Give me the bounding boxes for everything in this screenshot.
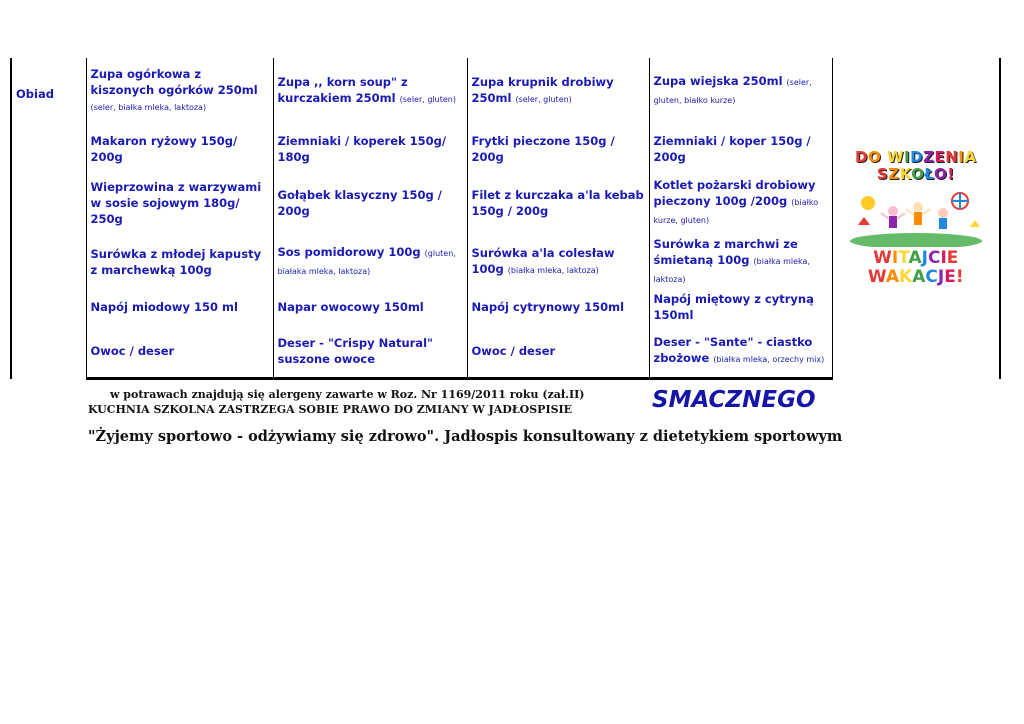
menu-item-cell (467, 325, 649, 379)
dish-name: Zupa ,, korn soup" z kurczakiem 250ml (277, 75, 408, 106)
allergen-info: (gluten, białaka mleka, laktoza) (277, 248, 456, 276)
dish-name: Gołąbek klasyczny 150g / 200g (277, 188, 442, 219)
menu-item-cell (273, 290, 467, 325)
allergen-info: (białka mleka, laktoza) (507, 265, 599, 275)
menu-item-cell (86, 125, 273, 172)
dish-name: Ziemniaki / koperek 150g/ 180g (277, 133, 447, 164)
menu-item-cell (467, 290, 649, 325)
dish-name: Napój miodowy 150 ml (90, 300, 238, 315)
menu-item-cell (273, 325, 467, 379)
dish-name: Owoc / deser (90, 343, 175, 358)
dish-name: Surówka z marchwi ze śmietaną 100g (653, 236, 798, 267)
menu-item-cell (649, 172, 832, 234)
menu-item-cell (273, 58, 467, 125)
holiday-badge (846, 149, 986, 287)
meal-label: Obiad (11, 58, 86, 379)
menu-item-cell (649, 234, 832, 290)
kids-playing-icon (848, 185, 984, 247)
dish-name: Frytki pieczone 150g / 200g (471, 133, 615, 164)
goodbye-school-text-2: SZKOŁO! (876, 165, 955, 184)
allergen-info: (seler, gluten) (515, 95, 572, 105)
menu-item-cell (649, 325, 832, 379)
dish-name: Sos pomidorowy 100g (277, 244, 421, 259)
menu-item-cell (467, 125, 649, 172)
greeting-text: SMACZNEGO (652, 387, 816, 413)
menu-item-cell (273, 172, 467, 234)
menu-row (11, 58, 1000, 125)
menu-item-cell (86, 325, 273, 379)
dish-name: Napar owocowy 150ml (277, 300, 424, 315)
lunch-menu-table (10, 58, 1001, 380)
menu-item-cell (273, 125, 467, 172)
slogan-text: "Żyjemy sportowo - odżywiamy się zdrowo". Jadłospis konsultowany z dietetykiem sportowym (88, 428, 843, 445)
allergen-info: (białko kurze, gluten) (653, 198, 819, 226)
allergen-info: (seler, gluten) (399, 95, 456, 105)
menu-item-cell (86, 172, 273, 234)
menu-item-cell (467, 58, 649, 125)
dish-name: Surówka z młodej kapusty z marchewką 100g (90, 246, 262, 277)
menu-item-cell (467, 172, 649, 234)
menu-item-cell (86, 234, 273, 290)
dish-name: Deser - "Sante" - ciastko zbożowe (653, 334, 813, 365)
welcome-holidays-text: WITAJCIE (873, 248, 959, 269)
dish-name: Wieprzowina z warzywami w sosie sojowym 180g/ 250g (90, 180, 262, 227)
dish-name: Makaron ryżowy 150g/ 200g (90, 133, 238, 164)
allergen-note: w potrawach znajdują się alergeny zawarte w Roz. Nr 1169/2011 roku (zał.II) (110, 388, 585, 401)
dish-name: Surówka a'la colesław 100g (471, 245, 615, 276)
menu-item-cell (649, 290, 832, 325)
dish-name: Ziemniaki / koper 150g / 200g (653, 133, 811, 164)
holiday-illustration-cell (832, 58, 1000, 379)
dish-name: Owoc / deser (471, 343, 556, 358)
allergen-info: (seler, białka mleka, laktoza) (90, 103, 207, 113)
allergen-info: (białka mleka, orzechy mix) (713, 354, 825, 364)
menu-body (11, 58, 1000, 379)
goodbye-school-text: DO WIDZENIA (855, 148, 977, 167)
menu-item-cell (467, 234, 649, 290)
menu-item-cell (649, 58, 832, 125)
dish-name: Zupa krupnik drobiwy 250ml (471, 75, 614, 106)
allergen-info: (białka mleka, laktoza) (653, 256, 810, 284)
kitchen-note: KUCHNIA SZKOLNA ZASTRZEGA SOBIE PRAWO DO ZMIANY W JADŁOSPISIE (88, 403, 573, 416)
dish-name: Filet z kurczaka a'la kebab 150g / 200g (471, 188, 644, 219)
menu-item-cell (86, 290, 273, 325)
allergen-info: (seler, gluten, białko kurze) (653, 78, 812, 106)
dish-name: Napój cytrynowy 150ml (471, 300, 625, 315)
dish-name: Zupa ogórkowa z kiszonych ogórków 250ml (90, 67, 258, 98)
dish-name: Kotlet pożarski drobiowy pieczony 100g /200g (653, 178, 816, 209)
menu-item-cell (86, 58, 273, 125)
dish-name: Zupa wiejska 250ml (653, 74, 783, 89)
menu-item-cell (649, 125, 832, 172)
dish-name: Deser - "Crispy Natural" suszone owoce (277, 335, 433, 366)
welcome-holidays-text-2: WAKACJE! (867, 267, 964, 288)
menu-item-cell (273, 234, 467, 290)
dish-name: Napój miętowy z cytryną 150ml (653, 292, 814, 323)
